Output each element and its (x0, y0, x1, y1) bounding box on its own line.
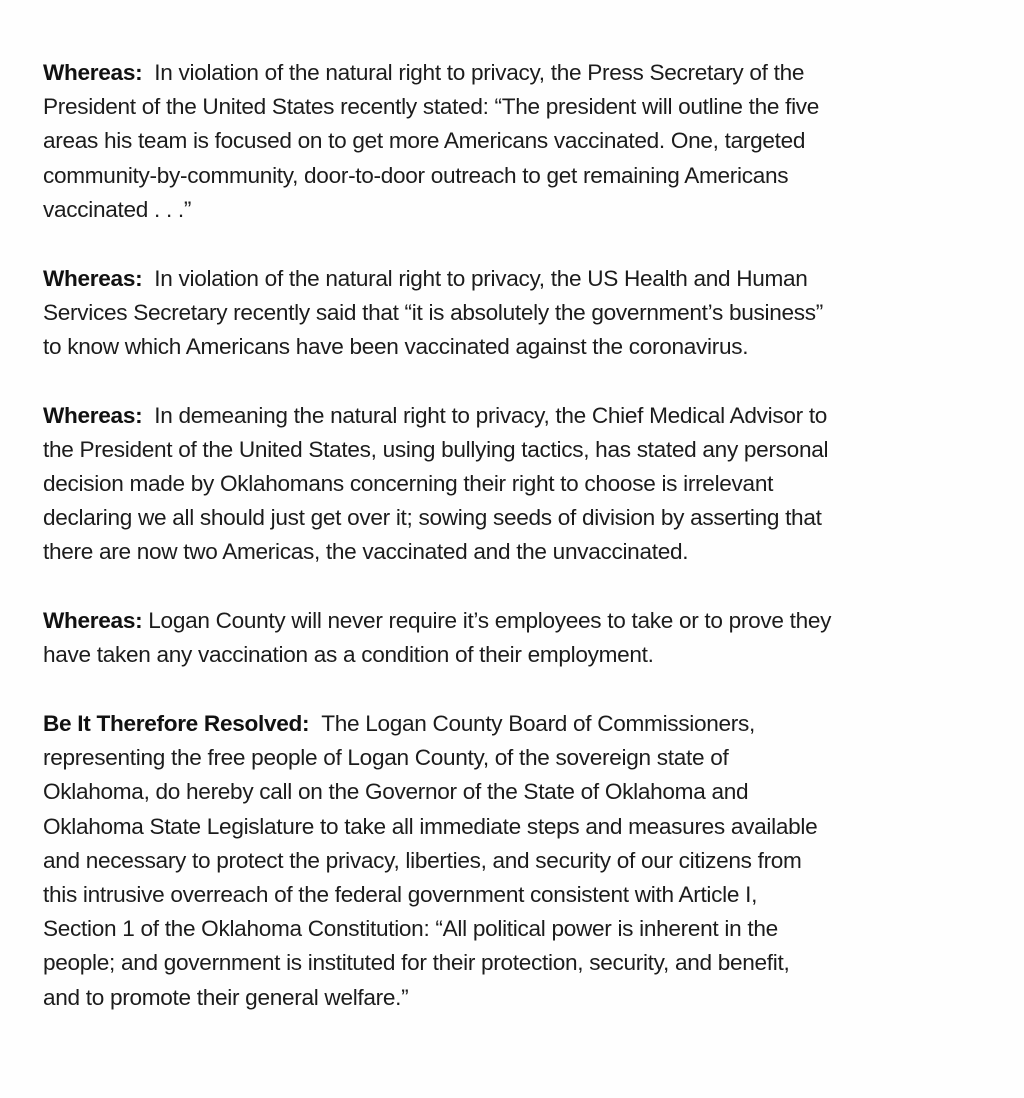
resolved-label: Be It Therefore Resolved: (43, 711, 310, 737)
whereas-label: Whereas: (43, 60, 143, 85)
paragraph-line: Logan County will never require it’s employees to take or to prove they (148, 608, 832, 634)
paragraph-line: this intrusive overreach of the federal government consistent with Article I, (43, 882, 758, 908)
be-it-resolved-paragraph (43, 707, 994, 1015)
paragraph-line: In violation of the natural right to privacy, the Press Secretary of the (154, 60, 805, 85)
paragraph-line: areas his team is focused on to get more Americans vaccinated. One, targeted (43, 128, 806, 154)
paragraph-line: decision made by Oklahomans concerning their right to choose is irrelevant (43, 471, 774, 497)
paragraph-line: and necessary to protect the privacy, liberties, and security of our citizens from (43, 847, 802, 873)
paragraph-line: the President of the United States, using bullying tactics, has stated any personal (43, 436, 829, 462)
paragraph-line: there are now two Americas, the vaccinated and the unvaccinated. (43, 539, 689, 565)
whereas-hhs-secretary-paragraph (43, 262, 994, 365)
whereas-label: Whereas: (43, 265, 143, 291)
whereas-press-secretary-paragraph (43, 56, 994, 227)
paragraph-line: vaccinated . . .” (43, 196, 192, 222)
paragraph-line: Services Secretary recently said that “it is absolutely the government’s business” (43, 299, 823, 325)
paragraph-line: Oklahoma State Legislature to take all immediate steps and measures available (43, 813, 818, 839)
whereas-label: Whereas: (43, 608, 143, 634)
paragraph-line: community-by-community, door-to-door outreach to get remaining Americans (43, 162, 789, 188)
paragraph-line: The Logan County Board of Commissioners, (321, 711, 756, 737)
paragraph-first-line (43, 604, 994, 638)
paragraph-line: declaring we all should just get over it; sowing seeds of division by asserting that (43, 505, 822, 531)
paragraph-first-line (43, 707, 994, 741)
whereas-label: Whereas: (43, 402, 143, 428)
paragraph-line: have taken any vaccination as a condition of their employment. (43, 642, 654, 668)
paragraph-line: and to promote their general welfare.” (43, 984, 409, 1010)
whereas-medical-advisor-paragraph (43, 399, 994, 570)
whereas-employees-paragraph (43, 604, 994, 672)
paragraph-line: In demeaning the natural right to privacy, the Chief Medical Advisor to (154, 402, 828, 428)
paragraph-first-line (43, 56, 994, 90)
paragraph-line: In violation of the natural right to privacy, the US Health and Human (154, 265, 808, 291)
paragraph-line: Oklahoma, do hereby call on the Governor of the State of Oklahoma and (43, 779, 749, 805)
paragraph-line: representing the free people of Logan County, of the sovereign state of (43, 745, 729, 771)
paragraph-line: President of the United States recently stated: “The president will outline the five (43, 94, 820, 120)
paragraph-first-line (43, 262, 994, 296)
paragraph-line: to know which Americans have been vaccinated against the coronavirus. (43, 333, 749, 359)
paragraph-first-line (43, 399, 994, 433)
paragraph-line: Section 1 of the Oklahoma Constitution: “All political power is inherent in the (43, 916, 778, 942)
paragraph-line: people; and government is instituted for their protection, security, and benefit, (43, 950, 790, 976)
